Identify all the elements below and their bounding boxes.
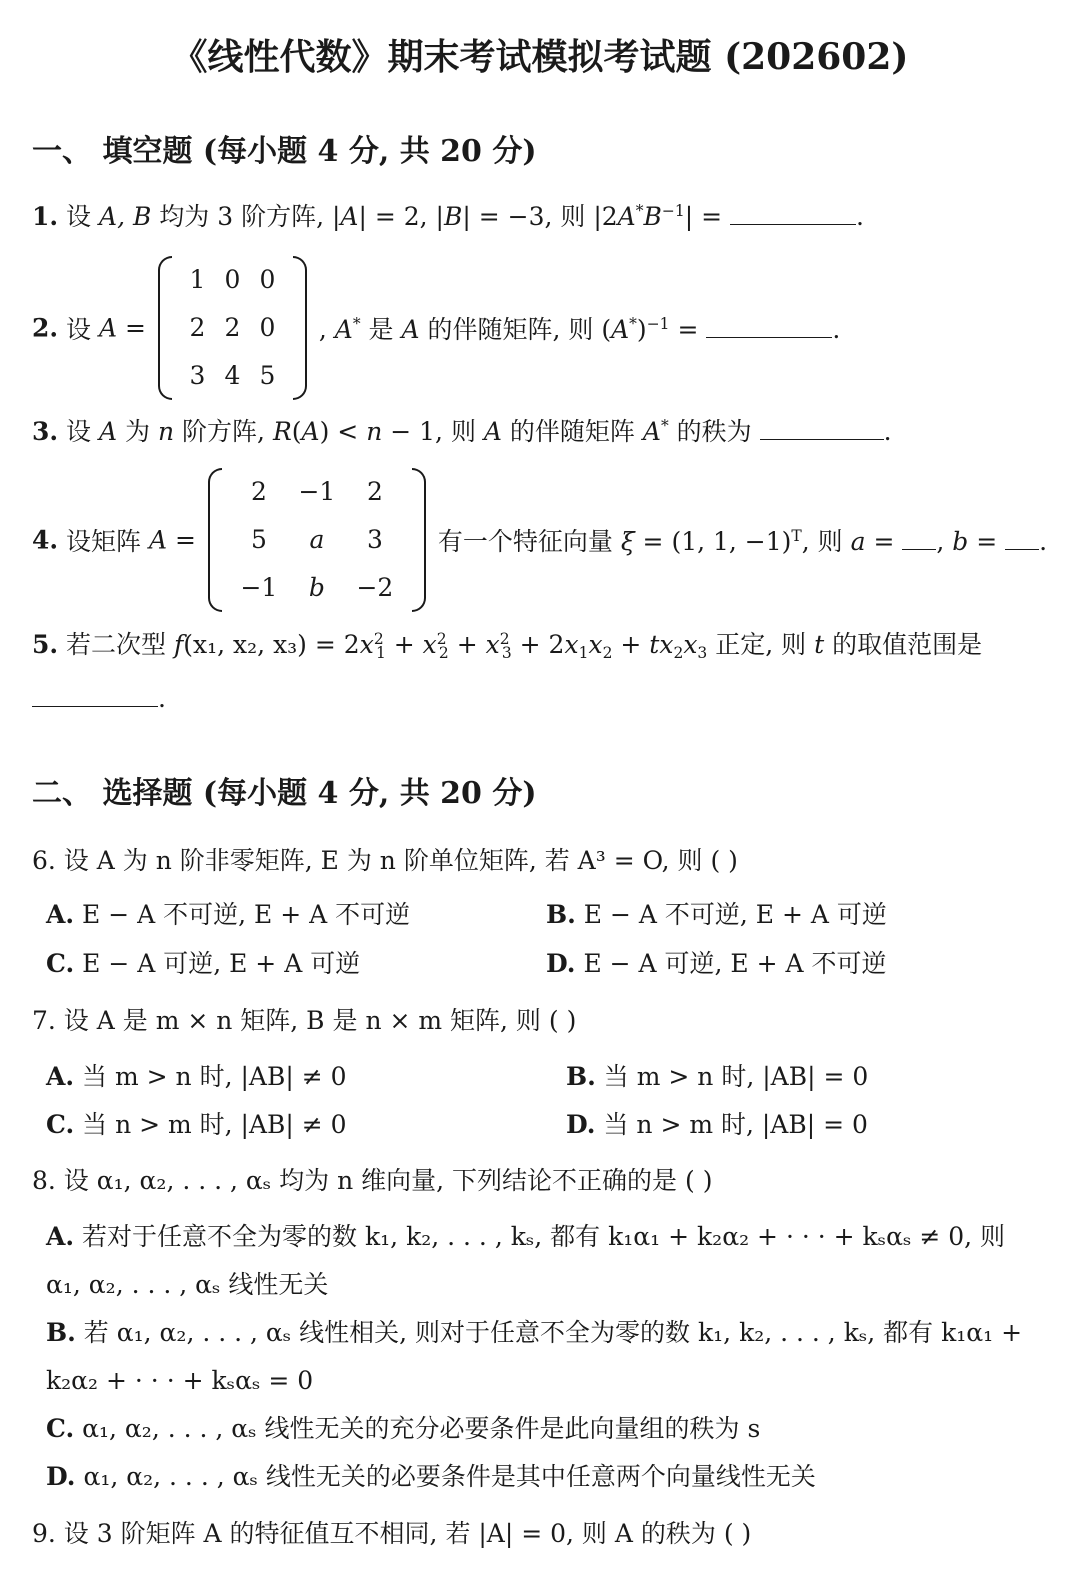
section-multiple-choice: 二、 选择题 (每小题 4 分, 共 20 分)	[32, 776, 537, 811]
option-b[interactable]: B. 若 α₁, α₂, . . . , αₛ 线性相关, 则对于任意不全为零的数 k₁, k₂, . . . , kₛ, 都有 k₁α₁ +	[46, 1318, 1023, 1347]
matrix-cell: −2	[356, 573, 394, 602]
question-5: 5. 若二次型 f(x₁, x₂, $x_3) = 2x^2_1 + x^2_2 + x^2_3 + 2x_1x_2 + tx_2x_3$ 正定, 则 t 的取值范围是	[32, 630, 983, 662]
question-7: 7. 设 A 是 m × n 矩阵, B 是 n × m 矩阵, 则 ( )	[32, 1006, 577, 1035]
matrix-cell: −1	[298, 477, 336, 506]
page-title: 《线性代数》期末考试模拟考试题 (202602)	[171, 36, 909, 78]
matrix-cell: 1	[189, 265, 206, 294]
matrix-cell: 3	[366, 525, 383, 554]
option-b[interactable]: B. 当 m > n 时, |AB| = 0	[566, 1062, 869, 1091]
matrix-cell: 0	[224, 265, 241, 294]
answer-blank[interactable]	[706, 317, 832, 338]
question-1: 1. 设 A, B 均为 3 阶方阵, |A| = 2, |B| = −3, 则 $|2A^*B^{-1}|$ = .	[32, 202, 864, 231]
section-fill-in: 一、 填空题 (每小题 4 分, 共 20 分)	[32, 134, 537, 169]
option-c[interactable]: C. E − A 可逆, E + A 可逆	[46, 949, 361, 978]
answer-blank[interactable]	[760, 419, 884, 440]
question-number: 4.	[32, 525, 59, 555]
matrix-cell: −1	[240, 573, 278, 602]
option-a[interactable]: A. E − A 不可逆, E + A 不可逆	[46, 900, 411, 929]
option-d[interactable]: D. α₁, α₂, . . . , αₛ 线性无关的必要条件是其中任意两个向量线性无关	[46, 1462, 816, 1491]
matrix-cell: 3	[189, 361, 206, 390]
question-number: 5.	[32, 630, 59, 659]
option-d[interactable]: D. 当 n > m 时, |AB| = 0	[566, 1110, 868, 1139]
matrix-a	[208, 468, 426, 612]
option-b[interactable]: B. E − A 不可逆, E + A 可逆	[546, 900, 887, 929]
answer-blank-a[interactable]	[902, 529, 936, 550]
matrix-cell: 0	[259, 265, 276, 294]
question-number: 2.	[32, 313, 59, 343]
matrix-cell: 0	[259, 313, 276, 342]
option-a[interactable]: A. 当 m > n 时, |AB| ≠ 0	[46, 1062, 347, 1091]
question-8: 8. 设 α₁, α₂, . . . , αₛ 均为 n 维向量, 下列结论不正确的是 ( )	[32, 1166, 713, 1195]
question-9: 9. 设 3 阶矩阵 A 的特征值互不相同, 若 |A| = 0, 则 A 的秩为 ( )	[32, 1519, 752, 1548]
question-5-answer-line: .	[32, 680, 1046, 718]
matrix-cell: 2	[366, 477, 383, 506]
matrix-cell: 5	[250, 525, 267, 554]
answer-blank-b[interactable]	[1005, 529, 1039, 550]
matrix-cell: 2	[189, 313, 206, 342]
question-2: 2. 设 A = 1 0 0 2 2 0 3 4 5 , A* 是 A 的伴随矩阵, 则 $(A^*)^{-1}$ = .	[32, 256, 840, 396]
option-c[interactable]: C. α₁, α₂, . . . , αₛ 线性无关的充分必要条件是此向量组的秩为 s	[46, 1414, 761, 1443]
matrix-cell: b	[308, 573, 325, 602]
question-4: 4. 设矩阵 A = 2 −1 2 5 a 3 −1 b −2 有一个特征向量 ξ = (1, 1, −1)$^T$, 则 a = , b = .	[32, 468, 1047, 608]
matrix-cell: a	[309, 525, 325, 554]
question-6: 6. 设 A 为 n 阶非零矩阵, E 为 n 阶单位矩阵, 若 A³ = O, 则 ( )	[32, 846, 738, 875]
question-3: 3. 设 A 为 n 阶方阵, R(A) < n − 1, 则 A 的伴随矩阵 A* 的秩为 .	[32, 417, 892, 446]
option-a-continued: α₁, α₂, . . . , αₛ 线性无关	[46, 1270, 329, 1299]
option-c[interactable]: C. 当 n > m 时, |AB| ≠ 0	[46, 1110, 347, 1139]
option-a[interactable]: A. 若对于任意不全为零的数 k₁, k₂, . . . , kₛ, 都有 k₁α₁ + k₂α₂ + · · · + kₛαₛ ≠ 0, 则	[46, 1222, 1006, 1251]
answer-blank[interactable]	[32, 686, 158, 707]
question-number: 3.	[32, 417, 59, 446]
matrix-cell: 4	[224, 361, 241, 390]
question-number: 1.	[32, 202, 59, 231]
matrix-cell: 5	[259, 361, 276, 390]
matrix-cell: 2	[250, 477, 267, 506]
option-b-continued: k₂α₂ + · · · + kₛαₛ = 0	[46, 1366, 314, 1395]
matrix-cell: 2	[224, 313, 241, 342]
option-d[interactable]: D. E − A 可逆, E + A 不可逆	[546, 949, 887, 978]
answer-blank[interactable]	[730, 204, 856, 225]
matrix-a	[158, 256, 307, 400]
